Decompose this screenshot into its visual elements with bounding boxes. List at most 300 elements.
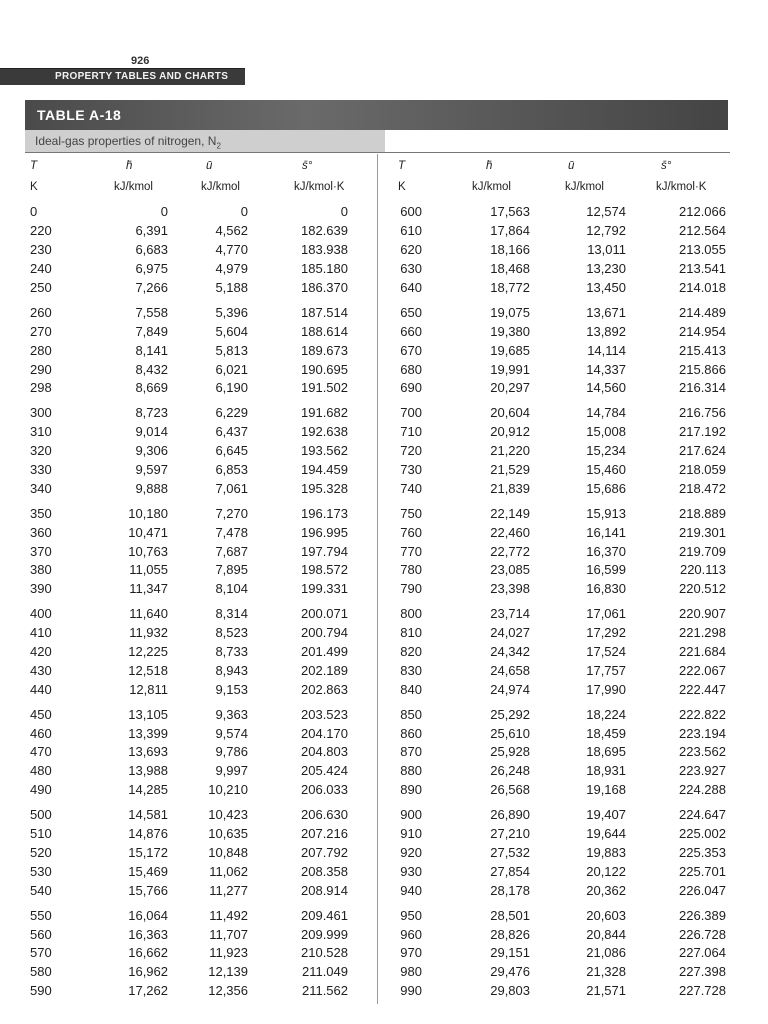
cell-entropy: 223.562: [679, 744, 726, 760]
cell-internal-energy: 15,913: [586, 505, 626, 521]
table-row: [388, 542, 726, 561]
cell-entropy: 220.907: [679, 606, 726, 622]
cell-enthalpy: 8,723: [135, 405, 168, 421]
cell-internal-energy: 20,844: [586, 926, 626, 942]
cell-internal-energy: 21,328: [586, 964, 626, 980]
table-row: [30, 222, 348, 241]
cell-temperature: 850: [400, 706, 422, 722]
cell-entropy: 206.033: [301, 782, 348, 798]
cell-entropy: 185.180: [301, 261, 348, 277]
header-left-h: h̄: [126, 160, 133, 172]
table-row: [30, 661, 348, 680]
cell-entropy: 195.328: [301, 480, 348, 496]
table-row: [388, 881, 726, 900]
cell-enthalpy: 22,460: [490, 524, 530, 540]
cell-entropy: 214.954: [679, 323, 726, 339]
table-row: [388, 599, 726, 624]
cell-entropy: 191.682: [301, 405, 348, 421]
cell-enthalpy: 11,932: [129, 625, 168, 641]
cell-entropy: 221.298: [679, 625, 726, 641]
cell-enthalpy: 21,529: [490, 462, 530, 478]
table-row: [388, 743, 726, 762]
table-row: [30, 724, 348, 743]
cell-entropy: 226.389: [679, 907, 726, 923]
cell-temperature: 520: [30, 844, 52, 860]
table-row: [30, 925, 348, 944]
cell-temperature: 490: [30, 782, 52, 798]
table-row: [388, 279, 726, 298]
table-row: [30, 781, 348, 800]
table-row: [30, 599, 348, 624]
cell-entropy: 213.541: [679, 261, 726, 277]
cell-internal-energy: 16,599: [586, 562, 626, 578]
cell-internal-energy: 5,813: [215, 342, 248, 358]
cell-temperature: 780: [400, 562, 422, 578]
table-row: [30, 341, 348, 360]
cell-entropy: 222.822: [679, 706, 726, 722]
table-row: [30, 498, 348, 523]
cell-temperature: 620: [400, 242, 422, 258]
cell-internal-energy: 18,224: [586, 706, 626, 722]
cell-entropy: 202.189: [301, 662, 348, 678]
cell-enthalpy: 24,658: [490, 662, 530, 678]
cell-entropy: 217.192: [679, 424, 726, 440]
cell-internal-energy: 8,943: [215, 662, 248, 678]
cell-enthalpy: 23,398: [490, 581, 530, 597]
cell-internal-energy: 15,686: [586, 480, 626, 496]
cell-internal-energy: 17,757: [586, 662, 626, 678]
table-row: [388, 844, 726, 863]
cell-entropy: 209.999: [301, 926, 348, 942]
cell-temperature: 360: [30, 524, 52, 540]
cell-temperature: 930: [400, 863, 422, 879]
cell-enthalpy: 19,075: [490, 304, 530, 320]
table-row: [388, 862, 726, 881]
cell-entropy: 196.173: [301, 505, 348, 521]
cell-enthalpy: 8,669: [135, 380, 168, 396]
cell-enthalpy: 28,501: [490, 907, 530, 923]
cell-temperature: 700: [400, 405, 422, 421]
table-row: [30, 762, 348, 781]
cell-entropy: 201.499: [301, 644, 348, 660]
cell-temperature: 0: [30, 204, 38, 220]
cell-temperature: 640: [400, 280, 422, 295]
cell-internal-energy: 6,229: [215, 405, 248, 421]
cell-enthalpy: 9,306: [135, 443, 168, 459]
cell-enthalpy: 25,928: [490, 744, 530, 760]
cell-enthalpy: 6,391: [135, 223, 168, 239]
unit-right-h: kJ/kmol: [472, 181, 511, 193]
cell-enthalpy: 29,476: [490, 964, 530, 980]
cell-enthalpy: 11,640: [129, 606, 168, 622]
cell-enthalpy: 20,912: [490, 424, 530, 440]
cell-enthalpy: 16,962: [128, 964, 168, 980]
cell-entropy: 218.059: [679, 462, 726, 478]
cell-entropy: 202.863: [301, 681, 348, 697]
table-row: [388, 643, 726, 662]
cell-enthalpy: 19,991: [490, 361, 530, 377]
cell-enthalpy: 21,220: [490, 443, 530, 459]
cell-temperature: 920: [400, 844, 422, 860]
cell-internal-energy: 19,168: [586, 782, 626, 798]
cell-internal-energy: 8,314: [215, 606, 248, 622]
cell-entropy: 216.314: [679, 380, 726, 396]
cell-temperature: 880: [400, 763, 422, 779]
cell-internal-energy: 8,104: [215, 581, 248, 597]
cell-entropy: 226.728: [679, 926, 726, 942]
cell-enthalpy: 18,166: [490, 242, 530, 258]
cell-entropy: 225.353: [679, 844, 726, 860]
cell-temperature: 680: [400, 361, 422, 377]
cell-entropy: 224.288: [679, 782, 726, 798]
table-row: [30, 379, 348, 398]
cell-enthalpy: 17,563: [490, 204, 530, 220]
cell-entropy: 226.047: [679, 882, 726, 898]
cell-temperature: 220: [30, 223, 52, 239]
cell-internal-energy: 19,883: [586, 844, 626, 860]
cell-temperature: 650: [400, 304, 422, 320]
cell-enthalpy: 8,141: [135, 342, 168, 358]
table-row: [30, 398, 348, 423]
cell-entropy: 221.684: [679, 644, 726, 660]
table-caption: [35, 134, 221, 150]
cell-temperature: 960: [400, 926, 422, 942]
cell-temperature: 980: [400, 964, 422, 980]
cell-temperature: 300: [30, 405, 52, 421]
cell-enthalpy: 14,581: [128, 807, 168, 823]
cell-temperature: 270: [30, 323, 52, 339]
cell-enthalpy: 24,974: [490, 681, 530, 697]
cell-internal-energy: 18,459: [586, 725, 626, 741]
cell-temperature: 350: [30, 505, 52, 521]
cell-temperature: 730: [400, 462, 422, 478]
table-row: [388, 963, 726, 982]
table-row: [30, 297, 348, 322]
table-row: [30, 963, 348, 982]
cell-enthalpy: 26,248: [490, 763, 530, 779]
cell-temperature: 280: [30, 342, 52, 358]
cell-internal-energy: 5,396: [215, 304, 248, 320]
cell-temperature: 450: [30, 706, 52, 722]
cell-entropy: 196.995: [301, 524, 348, 540]
cell-entropy: 217.624: [679, 443, 726, 459]
cell-temperature: 330: [30, 462, 52, 478]
cell-temperature: 940: [400, 882, 422, 898]
cell-temperature: 550: [30, 907, 52, 923]
table-row: [30, 442, 348, 461]
cell-enthalpy: 10,180: [128, 505, 168, 521]
table-row: [30, 982, 348, 1001]
cell-entropy: 211.562: [301, 983, 348, 999]
table-row: [30, 881, 348, 900]
cell-temperature: 380: [30, 562, 52, 578]
table-row: [388, 781, 726, 800]
cell-enthalpy: 9,597: [135, 462, 168, 478]
caption-text: Ideal-gas properties of nitrogen, N: [35, 134, 217, 148]
cell-entropy: 224.647: [679, 807, 726, 823]
cell-enthalpy: 14,876: [128, 826, 168, 842]
table-row: [388, 762, 726, 781]
caption-band: [25, 130, 385, 153]
cell-enthalpy: 12,811: [129, 681, 168, 697]
table-row: [30, 260, 348, 279]
cell-temperature: 890: [400, 782, 422, 798]
cell-entropy: 203.523: [301, 706, 348, 722]
table-row: [388, 800, 726, 825]
table-row: [388, 580, 726, 599]
table-row: [388, 561, 726, 580]
cell-internal-energy: 11,492: [209, 907, 248, 923]
cell-temperature: 580: [30, 964, 52, 980]
unit-left-s: kJ/kmol·K: [294, 181, 345, 193]
cell-internal-energy: 13,892: [586, 323, 626, 339]
table-title: TABLE A-18: [37, 107, 122, 123]
cell-enthalpy: 21,839: [490, 480, 530, 496]
cell-internal-energy: 7,270: [215, 505, 248, 521]
cell-temperature: 370: [30, 543, 52, 559]
cell-internal-energy: 18,931: [586, 763, 626, 779]
table-row: [388, 498, 726, 523]
cell-temperature: 820: [400, 644, 422, 660]
cell-enthalpy: 13,693: [128, 744, 168, 760]
table-title-bar: [25, 100, 728, 130]
table-row: [30, 580, 348, 599]
cell-internal-energy: 4,979: [215, 261, 248, 277]
cell-entropy: 212.066: [679, 204, 726, 220]
cell-entropy: 198.572: [301, 562, 348, 578]
cell-entropy: 183.938: [301, 242, 348, 258]
header-left-t: T: [30, 160, 38, 172]
cell-entropy: 210.528: [301, 945, 348, 961]
cell-temperature: 740: [400, 480, 422, 496]
cell-temperature: 910: [400, 826, 422, 842]
cell-temperature: 590: [30, 983, 52, 999]
cell-entropy: 200.071: [301, 606, 348, 622]
cell-enthalpy: 17,262: [128, 983, 168, 999]
cell-internal-energy: 13,450: [586, 280, 626, 295]
table-row: [388, 825, 726, 844]
cell-enthalpy: 19,685: [490, 342, 530, 358]
cell-entropy: 214.489: [679, 304, 726, 320]
cell-enthalpy: 9,014: [135, 424, 168, 440]
cell-temperature: 760: [400, 524, 422, 540]
table-row: [388, 379, 726, 398]
table-row: [30, 279, 348, 298]
table-row: [388, 423, 726, 442]
cell-enthalpy: 24,027: [490, 625, 530, 641]
cell-temperature: 690: [400, 380, 422, 396]
unit-right-s: kJ/kmol·K: [656, 181, 707, 193]
cell-internal-energy: 4,562: [215, 223, 248, 239]
cell-enthalpy: 15,172: [128, 844, 168, 860]
table-row: [388, 680, 726, 699]
table-row: [30, 743, 348, 762]
cell-internal-energy: 17,061: [586, 606, 626, 622]
cell-enthalpy: 26,568: [490, 782, 530, 798]
table-row: [30, 844, 348, 863]
cell-temperature: 470: [30, 744, 52, 760]
cell-temperature: 970: [400, 945, 422, 961]
table-row: [30, 423, 348, 442]
table-row: [30, 241, 348, 260]
cell-entropy: 193.562: [301, 443, 348, 459]
cell-enthalpy: 24,342: [490, 644, 530, 660]
cell-entropy: 190.695: [301, 361, 348, 377]
cell-temperature: 240: [30, 261, 52, 277]
table-row: [388, 241, 726, 260]
unit-right-t: K: [398, 181, 406, 193]
cell-temperature: 430: [30, 662, 52, 678]
cell-temperature: 570: [30, 945, 52, 961]
cell-temperature: 510: [30, 826, 52, 842]
cell-temperature: 540: [30, 882, 52, 898]
cell-internal-energy: 9,153: [215, 681, 248, 697]
cell-enthalpy: 15,469: [128, 863, 168, 879]
cell-enthalpy: 14,285: [128, 782, 168, 798]
cell-entropy: 182.639: [301, 223, 348, 239]
cell-enthalpy: 22,149: [490, 505, 530, 521]
cell-internal-energy: 9,786: [215, 744, 248, 760]
cell-temperature: 810: [400, 625, 422, 641]
cell-enthalpy: 27,210: [490, 826, 530, 842]
cell-internal-energy: 6,645: [215, 443, 248, 459]
cell-entropy: 206.630: [301, 807, 348, 823]
cell-entropy: 223.194: [679, 725, 726, 741]
cell-temperature: 830: [400, 662, 422, 678]
cell-entropy: 187.514: [301, 304, 348, 320]
cell-internal-energy: 7,478: [215, 524, 248, 540]
cell-enthalpy: 9,888: [135, 480, 168, 496]
cell-enthalpy: 16,064: [128, 907, 168, 923]
cell-enthalpy: 22,772: [490, 543, 530, 559]
running-head: PROPERTY TABLES AND CHARTS: [55, 71, 229, 82]
table-row: [30, 624, 348, 643]
table-row: [388, 900, 726, 925]
header-right-t: T: [398, 160, 406, 172]
cell-temperature: 390: [30, 581, 52, 597]
cell-enthalpy: 25,292: [490, 706, 530, 722]
cell-entropy: 213.055: [679, 242, 726, 258]
unit-left-t: K: [30, 181, 38, 193]
table-row: [388, 203, 726, 222]
cell-enthalpy: 11,055: [129, 562, 168, 578]
cell-entropy: 215.413: [679, 342, 726, 358]
table-row: [388, 925, 726, 944]
cell-internal-energy: 11,707: [209, 926, 248, 942]
cell-temperature: 440: [30, 681, 52, 697]
column-divider: [377, 154, 378, 1004]
table-row: [30, 643, 348, 662]
cell-internal-energy: 17,292: [586, 625, 626, 641]
cell-enthalpy: 6,975: [135, 261, 168, 277]
cell-internal-energy: 13,671: [586, 304, 626, 320]
cell-entropy: 199.331: [301, 581, 348, 597]
cell-enthalpy: 13,988: [128, 763, 168, 779]
cell-internal-energy: 16,141: [586, 524, 626, 540]
left-data-table: [30, 203, 348, 1001]
cell-internal-energy: 15,008: [586, 424, 626, 440]
cell-internal-energy: 5,604: [215, 323, 248, 339]
cell-temperature: 480: [30, 763, 52, 779]
cell-internal-energy: 12,356: [208, 983, 248, 999]
cell-internal-energy: 8,523: [215, 625, 248, 641]
cell-temperature: 770: [400, 543, 422, 559]
cell-entropy: 220.512: [679, 581, 726, 597]
table-row: [30, 825, 348, 844]
cell-temperature: 420: [30, 644, 52, 660]
cell-enthalpy: 27,532: [490, 844, 530, 860]
cell-internal-energy: 12,574: [586, 204, 626, 220]
cell-temperature: 310: [30, 424, 52, 440]
cell-temperature: 800: [400, 606, 422, 622]
table-row: [30, 862, 348, 881]
cell-temperature: 670: [400, 342, 422, 358]
cell-internal-energy: 19,407: [586, 807, 626, 823]
cell-internal-energy: 20,362: [586, 882, 626, 898]
header-left-s: s̄°: [302, 160, 313, 172]
cell-internal-energy: 13,011: [587, 242, 626, 258]
cell-internal-energy: 4,770: [215, 242, 248, 258]
cell-enthalpy: 8,432: [135, 361, 168, 377]
caption-subscript: 2: [216, 141, 221, 151]
cell-internal-energy: 8,733: [215, 644, 248, 660]
cell-internal-energy: 16,830: [586, 581, 626, 597]
table-row: [30, 699, 348, 724]
cell-entropy: 227.728: [679, 983, 726, 999]
cell-internal-energy: 17,524: [586, 644, 626, 660]
cell-temperature: 290: [30, 361, 52, 377]
header-right-u: ū: [568, 160, 575, 172]
cell-enthalpy: 23,085: [490, 562, 530, 578]
cell-internal-energy: 11,062: [209, 863, 248, 879]
cell-enthalpy: 6,683: [135, 242, 168, 258]
cell-internal-energy: 15,460: [586, 462, 626, 478]
table-row: [30, 523, 348, 542]
cell-internal-energy: 10,210: [208, 782, 248, 798]
cell-temperature: 500: [30, 807, 52, 823]
cell-entropy: 227.064: [679, 945, 726, 961]
cell-temperature: 320: [30, 443, 52, 459]
cell-entropy: 209.461: [301, 907, 348, 923]
table-row: [388, 661, 726, 680]
cell-temperature: 250: [30, 280, 52, 295]
cell-entropy: 197.794: [301, 543, 348, 559]
cell-enthalpy: 16,363: [128, 926, 168, 942]
cell-temperature: 840: [400, 681, 422, 697]
cell-internal-energy: 18,695: [586, 744, 626, 760]
cell-enthalpy: 12,225: [128, 644, 168, 660]
cell-internal-energy: 10,423: [208, 807, 248, 823]
cell-enthalpy: 25,610: [490, 725, 530, 741]
cell-enthalpy: 0: [160, 204, 168, 220]
cell-internal-energy: 7,687: [215, 543, 248, 559]
table-row: [30, 944, 348, 963]
cell-temperature: 750: [400, 505, 422, 521]
cell-temperature: 860: [400, 725, 422, 741]
cell-entropy: 214.018: [679, 280, 726, 295]
table-row: [30, 542, 348, 561]
cell-entropy: 0: [340, 204, 348, 220]
header-left-u: ū: [206, 160, 213, 172]
table-row: [30, 203, 348, 222]
cell-temperature: 340: [30, 480, 52, 496]
table-row: [388, 398, 726, 423]
cell-internal-energy: 7,895: [215, 562, 248, 578]
cell-enthalpy: 28,178: [490, 882, 530, 898]
table-row: [388, 442, 726, 461]
header-right-s: s̄°: [661, 160, 672, 172]
cell-temperature: 790: [400, 581, 422, 597]
